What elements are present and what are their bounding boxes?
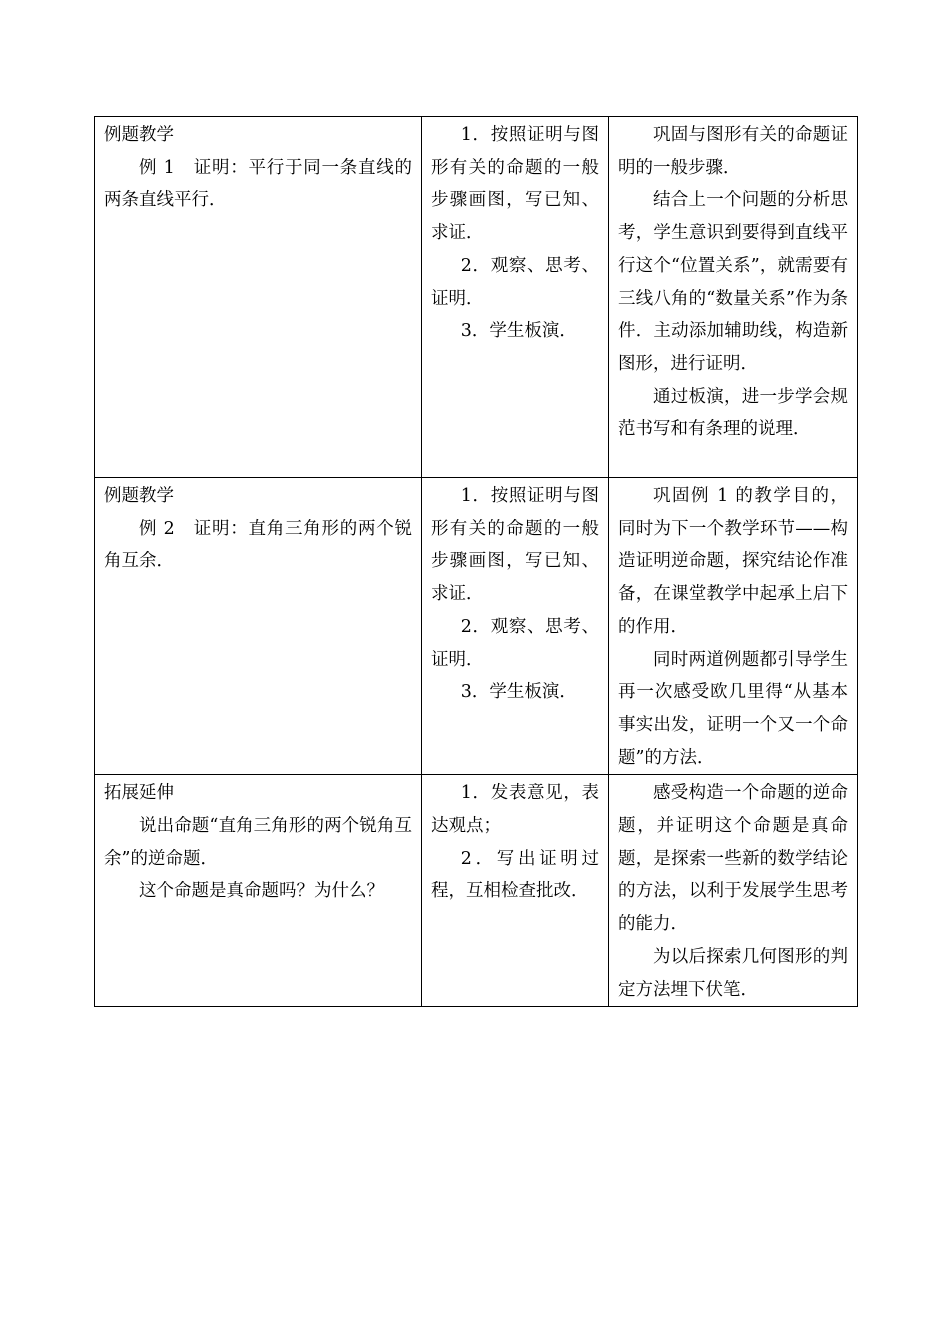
- purpose-text: 同时两道例题都引导学生再一次感受欧几里得“从基本事实出发，证明一个又一个命题”的方法．: [618, 649, 848, 768]
- student-activity-cell: [422, 478, 609, 775]
- step-text: 3．学生板演．: [460, 682, 577, 703]
- student-activity-cell: [422, 775, 609, 1007]
- table-row: [95, 478, 858, 775]
- purpose-text: 巩固与图形有关的命题证明的一般步骤．: [618, 125, 848, 178]
- lesson-table: [94, 116, 858, 1007]
- purpose-text: 通过板演，进一步学会规范书写和有条理的说理．: [618, 386, 848, 440]
- section-heading: 例题教学: [104, 486, 174, 506]
- section-heading: 拓展延伸: [104, 783, 174, 804]
- step-text: 1．发表意见，表达观点；: [431, 783, 599, 837]
- student-activity-cell: [422, 117, 609, 478]
- table-row: [95, 117, 858, 478]
- purpose-cell: [609, 478, 858, 775]
- example-text: 例 2 证明：直角三角形的两个锐角互余．: [104, 518, 412, 572]
- purpose-text: 巩固例 1 的教学目的，同时为下一个教学环节——构造证明逆命题，探究结论作准备，在课堂教学中起承上启下的作用．: [618, 486, 848, 637]
- purpose-text: 感受构造一个命题的逆命题，并证明这个命题是真命题，是探索一些新的数学结论的方法，以利于发展学生思考的能力．: [618, 783, 848, 935]
- activity-cell: [95, 775, 422, 1007]
- purpose-cell: [609, 775, 858, 1007]
- step-text: 2．观察、思考、证明．: [431, 255, 599, 309]
- purpose-cell: [609, 117, 858, 478]
- task-text: 说出命题“直角三角形的两个锐角互余”的逆命题．: [104, 816, 412, 869]
- step-text: 1．按照证明与图形有关的命题的一般步骤画图，写已知、求证．: [431, 125, 599, 244]
- step-text: 2．写出证明过程，互相检查批改．: [431, 848, 599, 902]
- purpose-text: 为以后探索几何图形的判定方法埋下伏笔．: [618, 946, 848, 1000]
- task-text: 这个命题是真命题吗？为什么？: [139, 881, 384, 902]
- activity-cell: [95, 478, 422, 775]
- activity-cell: [95, 117, 422, 478]
- section-heading: 例题教学: [104, 125, 174, 145]
- example-text: 例 1 证明：平行于同一条直线的两条直线平行．: [104, 157, 412, 211]
- step-text: 1．按照证明与图形有关的命题的一般步骤画图，写已知、求证．: [431, 486, 599, 605]
- purpose-text: 结合上一个问题的分析思考，学生意识到要得到直线平行这个“位置关系”，就需要有三线八角的“数量关系”作为条件．主动添加辅助线，构造新图形，进行证明．: [618, 190, 848, 374]
- step-text: 3．学生板演．: [460, 321, 577, 342]
- table-row: [95, 775, 858, 1007]
- step-text: 2．观察、思考、证明．: [431, 616, 599, 670]
